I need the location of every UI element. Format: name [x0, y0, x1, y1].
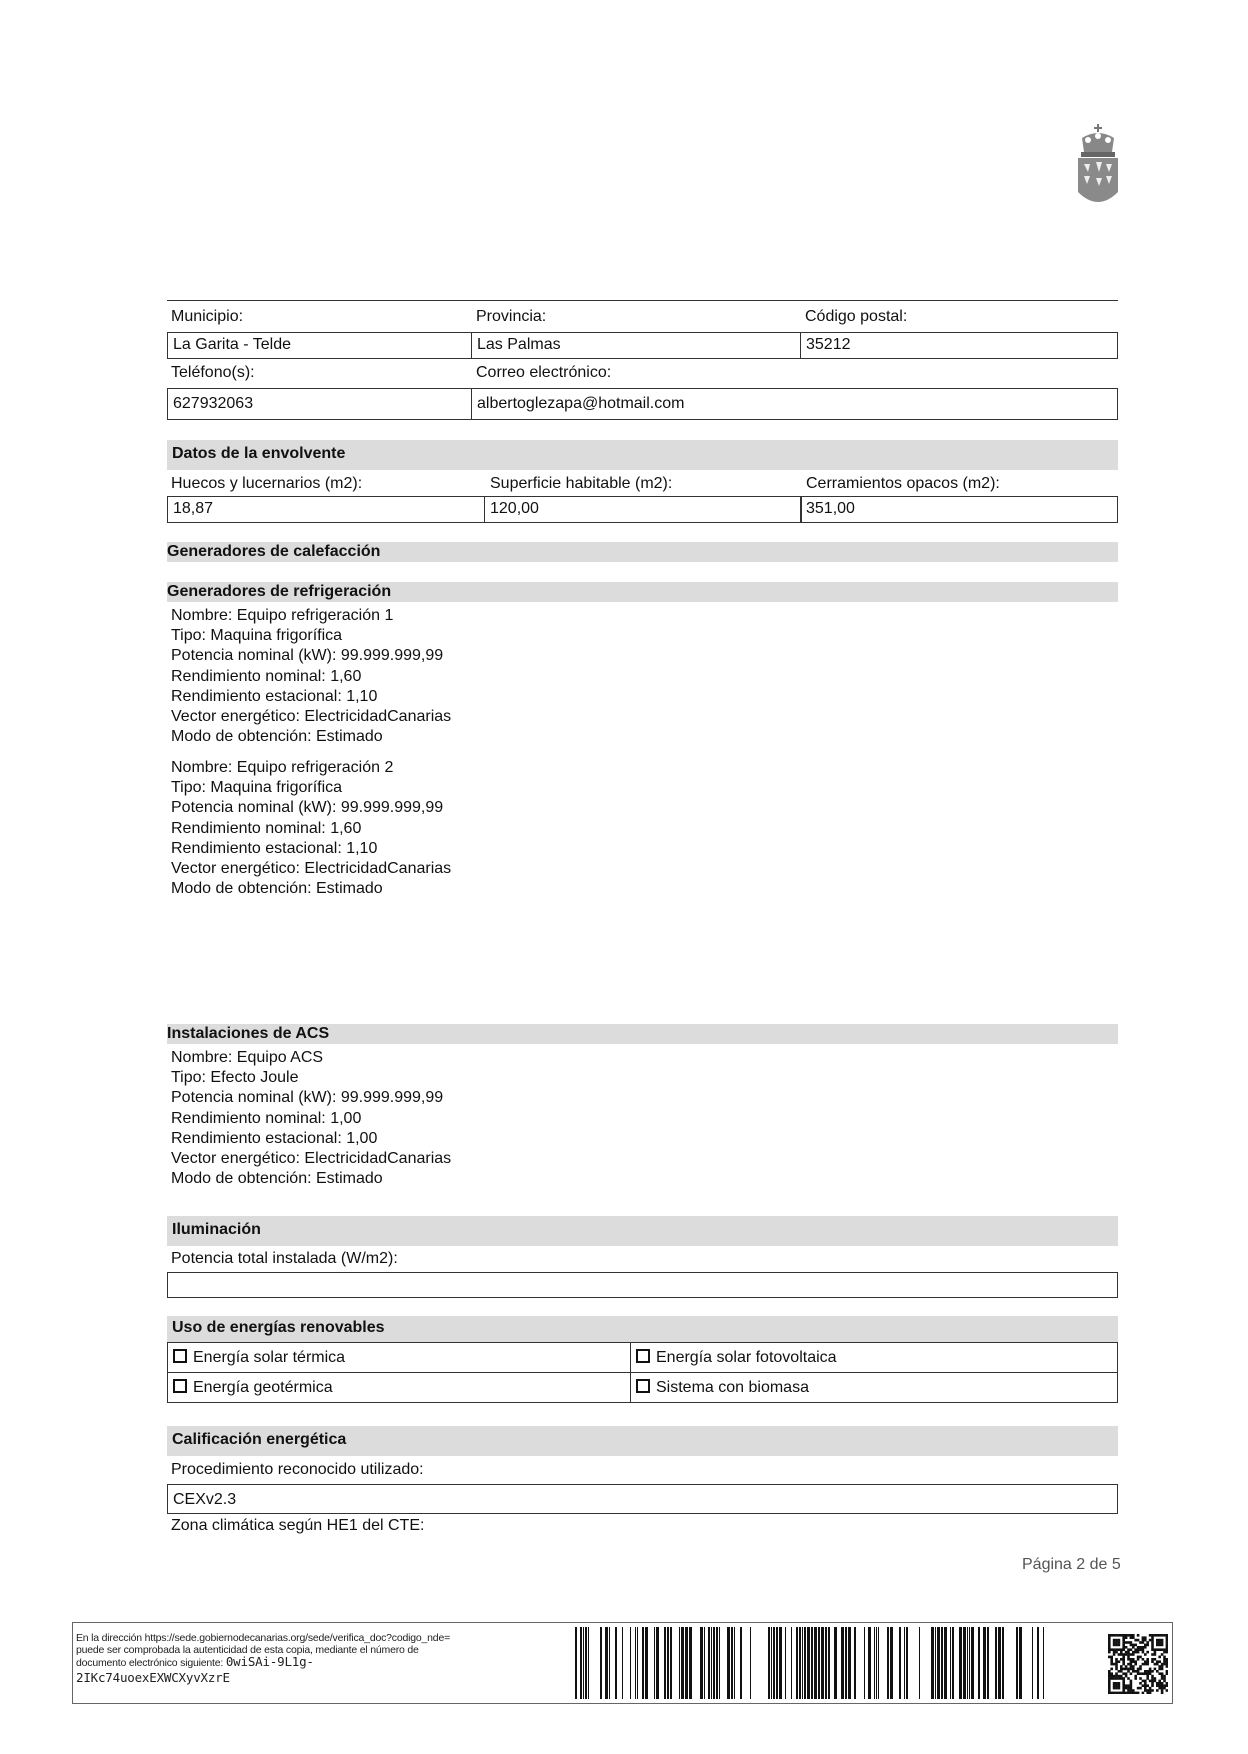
equipo-line: Vector energético: ElectricidadCanarias [171, 708, 452, 726]
equipo-line: Potencia nominal (kW): 99.999.999,99 [171, 647, 444, 665]
coat-of-arms-icon [1074, 122, 1122, 210]
acs-line: Rendimiento nominal: 1,00 [171, 1109, 362, 1127]
verification-text [76, 1633, 566, 1686]
potencia-iluminacion-label: Potencia total instalada (W/m2): [171, 1250, 398, 1267]
potencia-iluminacion-field [167, 1272, 1118, 1298]
equipo-line: Tipo: Maquina frigorífica [171, 627, 343, 645]
acs-line: Modo de obtención: Estimado [171, 1170, 383, 1188]
superficie-label: Superficie habitable (m2): [490, 475, 673, 492]
refrigeracion-header: Generadores de refrigeración [167, 582, 1118, 602]
checkbox-icon [636, 1349, 650, 1363]
equipo-line: Potencia nominal (kW): 99.999.999,99 [171, 799, 444, 817]
iluminacion-header: Iluminación [167, 1216, 1118, 1246]
telefono-field: 627932063 [167, 388, 472, 420]
equipo-line: Nombre: Equipo refrigeración 1 [171, 607, 394, 624]
acs-header: Instalaciones de ACS [167, 1024, 1118, 1044]
acs-equipo [171, 1048, 451, 1189]
cerramientos-label: Cerramientos opacos (m2): [806, 475, 1000, 492]
telefono-label: Teléfono(s): [171, 364, 255, 381]
renovable-label: Energía solar térmica [193, 1349, 346, 1366]
procedimiento-label: Procedimiento reconocido utilizado: [171, 1461, 424, 1478]
renovable-biomasa [630, 1372, 1118, 1403]
calificacion-header: Calificación energética [167, 1426, 1118, 1456]
correo-field: albertoglezapa@hotmail.com [471, 388, 1118, 420]
acs-line: Rendimiento estacional: 1,00 [171, 1129, 378, 1147]
equipo-line: Modo de obtención: Estimado [171, 880, 383, 898]
cerramientos-field: 351,00 [800, 496, 1118, 523]
huecos-label: Huecos y lucernarios (m2): [171, 475, 363, 492]
verify-line: puede ser comprobada la autenticidad de esta copia, mediante el número de [76, 1643, 419, 1656]
refrigeracion-equipo-1 [171, 606, 451, 747]
provincia-field: Las Palmas [471, 332, 801, 359]
top-rule [167, 300, 1118, 301]
equipo-line: Modo de obtención: Estimado [171, 728, 383, 746]
checkbox-icon [173, 1349, 187, 1363]
renovable-geotermica [167, 1372, 631, 1403]
checkbox-icon [636, 1379, 650, 1393]
procedimiento-field: CEXv2.3 [167, 1484, 1118, 1514]
correo-label: Correo electrónico: [476, 364, 612, 381]
municipio-field: La Garita - Telde [167, 332, 472, 359]
equipo-line: Rendimiento nominal: 1,60 [171, 667, 362, 685]
zona-climatica-label: Zona climática según HE1 del CTE: [171, 1517, 425, 1534]
renovable-solar-fotovoltaica [630, 1342, 1118, 1373]
codigo-postal-label: Código postal: [805, 308, 908, 325]
equipo-line: Nombre: Equipo refrigeración 2 [171, 759, 394, 776]
equipo-line: Tipo: Maquina frigorífica [171, 779, 343, 797]
envolvente-header: Datos de la envolvente [167, 440, 1118, 470]
huecos-field: 18,87 [167, 496, 485, 523]
renovable-solar-termica [167, 1342, 631, 1373]
provincia-label: Provincia: [476, 308, 547, 325]
codigo-postal-field: 35212 [800, 332, 1118, 359]
equipo-line: Rendimiento nominal: 1,60 [171, 819, 362, 837]
refrigeracion-equipo-2 [171, 758, 451, 899]
document-code-part2: 2IKc74uoexEXWCXyvXzrE [76, 1669, 230, 1685]
calefaccion-header: Generadores de calefacción [167, 542, 1118, 562]
renovable-label: Sistema con biomasa [656, 1379, 809, 1396]
acs-line: Potencia nominal (kW): 99.999.999,99 [171, 1089, 444, 1107]
barcode-icon [573, 1627, 1053, 1699]
superficie-field: 120,00 [484, 496, 802, 523]
acs-line: Vector energético: ElectricidadCanarias [171, 1150, 452, 1168]
qr-code-icon [1108, 1634, 1168, 1694]
acs-line: Nombre: Equipo ACS [171, 1049, 324, 1066]
verify-line: En la dirección https://sede.gobiernodecanarias.org/sede/verifica_doc?codigo_nde= [76, 1632, 451, 1644]
equipo-line: Vector energético: ElectricidadCanarias [171, 860, 452, 878]
renovable-label: Energía geotérmica [193, 1379, 333, 1396]
checkbox-icon [173, 1379, 187, 1393]
verify-line: documento electrónico siguiente: [76, 1657, 224, 1669]
page-number: Página 2 de 5 [1022, 1556, 1121, 1573]
verification-footer [72, 1622, 1173, 1704]
renovables-header: Uso de energías renovables [167, 1316, 1118, 1342]
renovable-label: Energía solar fotovoltaica [656, 1349, 837, 1366]
equipo-line: Rendimiento estacional: 1,10 [171, 687, 378, 705]
municipio-label: Municipio: [171, 308, 244, 325]
acs-line: Tipo: Efecto Joule [171, 1069, 299, 1087]
document-code-part1: 0wiSAi-9L1g- [225, 1654, 314, 1669]
equipo-line: Rendimiento estacional: 1,10 [171, 839, 378, 857]
